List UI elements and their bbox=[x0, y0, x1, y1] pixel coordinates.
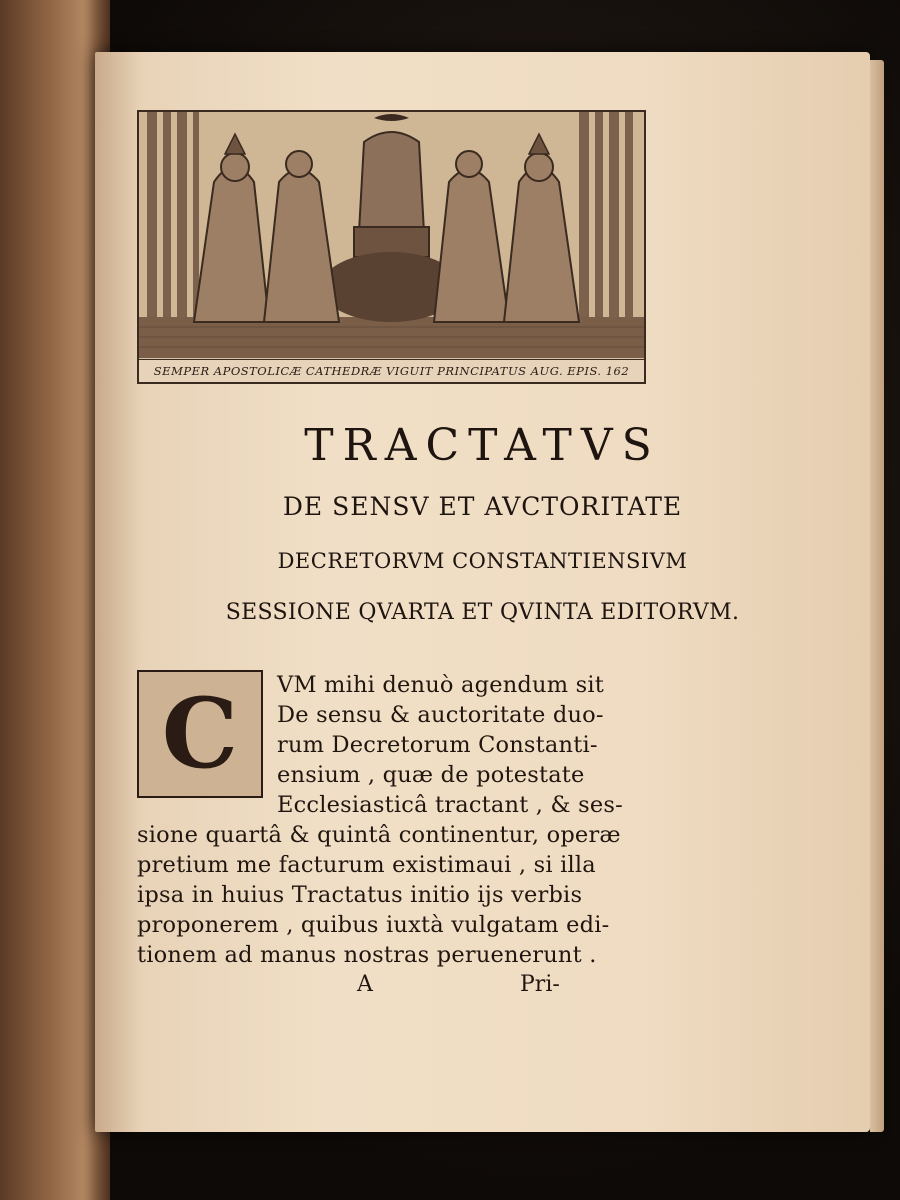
body-line: ipsa in huius Tractatus initio ijs verbis bbox=[137, 882, 583, 908]
signature-mark: A bbox=[357, 972, 373, 997]
engraving-illustration bbox=[137, 110, 646, 384]
catchword: Pri- bbox=[520, 972, 560, 997]
page-title: TRACTATVS bbox=[304, 420, 661, 471]
decorated-initial bbox=[137, 670, 263, 798]
body-line: ensium , quæ de potestate bbox=[277, 762, 585, 788]
body-line: rum Decretorum Constanti- bbox=[277, 732, 598, 758]
subtitle-line-2: DECRETORVM CONSTANTIENSIVM bbox=[277, 549, 688, 573]
body-line: VM mihi denuò agendum sit bbox=[277, 672, 604, 698]
initial-letter: C bbox=[161, 677, 239, 790]
subtitle-line-3: SESSIONE QVARTA ET QVINTA EDITORVM. bbox=[225, 600, 740, 625]
body-line: sione quartâ & quintâ continentur, operæ bbox=[137, 822, 621, 848]
body-line: proponerem , quibus iuxtà vulgatam edi- bbox=[137, 912, 610, 938]
page-fore-edge bbox=[870, 60, 884, 1132]
engraving-caption: SEMPER APOSTOLICÆ CATHEDRÆ VIGUIT PRINCIPATUS AUG. EPIS. 162 bbox=[139, 359, 644, 382]
body-line: De sensu & auctoritate duo- bbox=[277, 702, 604, 728]
engraving-scene bbox=[139, 112, 644, 358]
body-line: Ecclesiasticâ tractant , & ses- bbox=[277, 792, 623, 818]
body-line: pretium me facturum existimaui , si illa bbox=[137, 852, 596, 878]
book-page bbox=[95, 52, 870, 1132]
body-line: tionem ad manus nostras peruenerunt . bbox=[137, 942, 597, 968]
subtitle-line-1: DE SENSV ET AVCTORITATE bbox=[282, 492, 683, 521]
left-page-edge bbox=[0, 0, 110, 1200]
